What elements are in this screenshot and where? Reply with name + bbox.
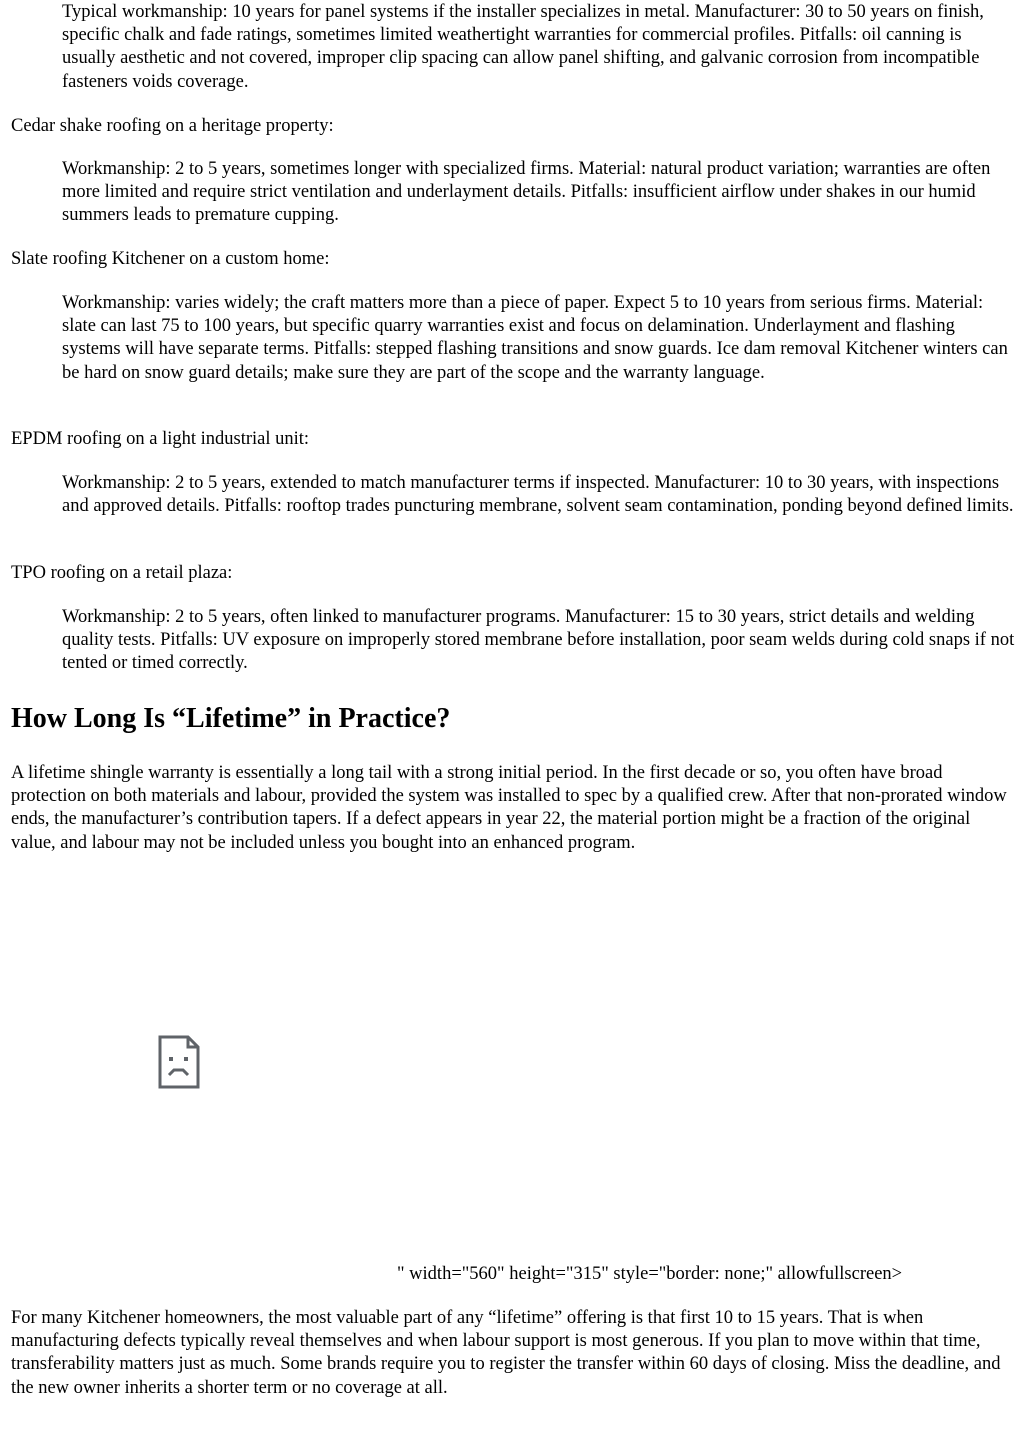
broken-video-embed bbox=[11, 880, 1015, 1300]
item-label-slate: Slate roofing Kitchener on a custom home: bbox=[11, 249, 330, 269]
item-text-epdm: Workmanship: 2 to 5 years, extended to match manufacturer terms if inspected. Manufacturer: 10 to 30 years, with inspections and approved details. Pitfalls: rooftop trades puncturing membrane, solvent seam contamination, ponding beyond defined limits. bbox=[62, 473, 1014, 517]
item-label-cedar-shake: Cedar shake roofing on a heritage property: bbox=[11, 116, 334, 136]
item-text-cedar-shake: Workmanship: 2 to 5 years, sometimes longer with specialized firms. Material: natural product variation; warranties are often more limited and require strict ventilation and underlayment details. Pitfalls: insufficient airflow under shakes in our humid summers leads to premature cupping. bbox=[62, 159, 991, 226]
broken-page-icon bbox=[158, 1035, 200, 1089]
paragraph-lifetime-warranty: A lifetime shingle warranty is essentially a long tail with a strong initial period. In the first decade or so, you often have broad protection on both materials and labour, provided the system was installed to spec by a qualified crew. After that non-prorated window ends, the manufacturer’s contribution tapers. If a defect appears in year 22, the material portion might be a fraction of the original value, and labour may not be included unless you bought into an enhanced program. bbox=[11, 763, 1007, 853]
paragraph-kitchener-homeowners: For many Kitchener homeowners, the most valuable part of any “lifetime” offering is that first 10 to 15 years. That is when manufacturing defects typically reveal themselves and when labour support is most generous. If you plan to move within that time, transferability matters just as much. Some brands require you to register the transfer within 60 days of closing. Miss the deadline, and the new owner inherits a shorter term or no coverage at all. bbox=[11, 1308, 1001, 1398]
section-heading: How Long Is “Lifetime” in Practice? bbox=[11, 703, 451, 734]
embed-leftover-markup: " width="560" height="315" style="border: none;" allowfullscreen> bbox=[397, 1264, 903, 1284]
item-label-tpo: TPO roofing on a retail plaza: bbox=[11, 563, 233, 583]
metal-roofing-details: Typical workmanship: 10 years for panel systems if the installer specializes in metal. Manufacturer: 30 to 50 years on finish, specific chalk and fade ratings, sometimes limited weathertight warranties for commercial profiles. Pitfalls: oil canning is usually aesthetic and not covered, improper clip spacing can allow panel shifting, and galvanic corrosion from incompatible fasteners voids coverage. bbox=[62, 2, 984, 92]
item-text-slate: Workmanship: varies widely; the craft matters more than a piece of paper. Expect 5 to 10 years from serious firms. Material: slate can last 75 to 100 years, but specific quarry warranties exist and focus on delamination. Underlayment and flashing systems will have separate terms. Pitfalls: stepped flashing transitions and snow guards. Ice dam removal Kitchener winters can be hard on snow guard details; make sure they are part of the scope and the warranty language. bbox=[62, 293, 1008, 383]
item-label-epdm: EPDM roofing on a light industrial unit: bbox=[11, 429, 310, 449]
item-text-tpo: Workmanship: 2 to 5 years, often linked to manufacturer programs. Manufacturer: 15 to 30 years, strict details and welding quality tests. Pitfalls: UV exposure on improperly stored membrane before installation, poor seam welds during cold snaps if not tented or timed correctly. bbox=[62, 607, 1015, 674]
